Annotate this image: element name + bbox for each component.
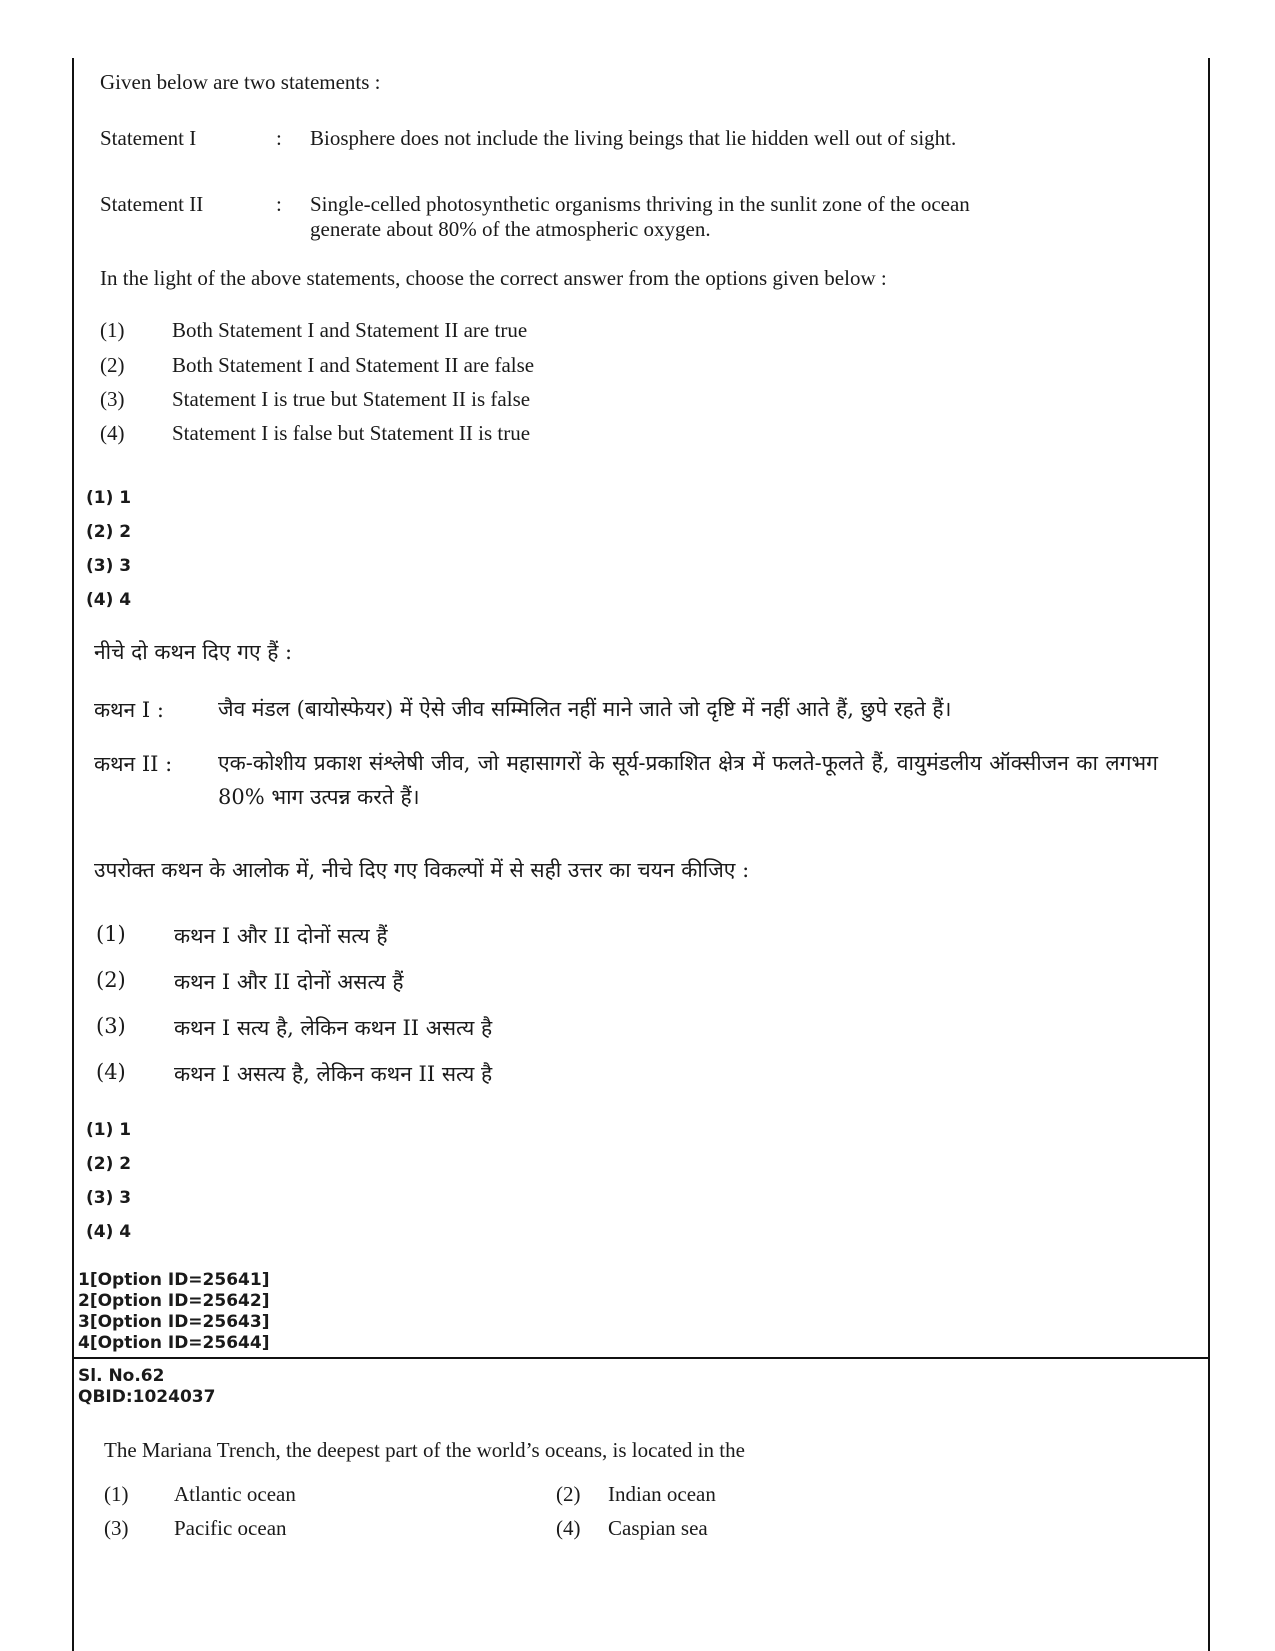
next-question-text: The Mariana Trench, the deepest part of the world’s oceans, is located in the bbox=[104, 1438, 745, 1462]
option-number: (2) bbox=[556, 1482, 581, 1506]
option-id: 2[Option ID=25642] bbox=[78, 1291, 270, 1311]
option-number: (3) bbox=[104, 1516, 129, 1540]
question-divider bbox=[72, 1357, 1210, 1359]
answer-choice[interactable]: (3) 3 bbox=[86, 1188, 132, 1208]
option-text: Indian ocean bbox=[608, 1482, 716, 1506]
option-text: Pacific ocean bbox=[174, 1516, 287, 1540]
hindi-option-text: कथन I असत्य है, लेकिन कथन II सत्य है bbox=[174, 1062, 493, 1086]
option-number: (4) bbox=[100, 421, 125, 445]
hindi-statement-1-label: कथन I : bbox=[94, 698, 164, 722]
option-id: 4[Option ID=25644] bbox=[78, 1333, 270, 1353]
hindi-option-number: (4) bbox=[96, 1060, 126, 1084]
hindi-option-text: कथन I सत्य है, लेकिन कथन II असत्य है bbox=[174, 1016, 493, 1040]
hindi-statement-2-label: कथन II : bbox=[94, 752, 173, 776]
option-id: 3[Option ID=25643] bbox=[78, 1312, 270, 1332]
option-text: Statement I is false but Statement II is true bbox=[172, 421, 531, 445]
answer-choice[interactable]: (4) 4 bbox=[86, 590, 132, 610]
statement-1-text: Biosphere does not include the living beings that lie hidden well out of sight. bbox=[310, 126, 957, 150]
hindi-option-text: कथन I और II दोनों असत्य हैं bbox=[174, 970, 404, 994]
statement-2-text: Single-celled photosynthetic organisms thriving in the sunlit zone of the ocean generate about 80% of the atmospheric oxygen. bbox=[310, 192, 970, 241]
statement-1-colon: : bbox=[276, 126, 282, 150]
serial-number: Sl. No.62 bbox=[78, 1366, 165, 1386]
hindi-question-intro: नीचे दो कथन दिए गए हैं : bbox=[94, 640, 293, 664]
hindi-option-text: कथन I और II दोनों सत्य हैं bbox=[174, 924, 388, 948]
answer-choice[interactable]: (2) 2 bbox=[86, 522, 132, 542]
hindi-option-number: (2) bbox=[96, 968, 126, 992]
hindi-option-number: (1) bbox=[96, 922, 126, 946]
hindi-statement-2-text: एक-कोशीय प्रकाश संश्लेषी जीव, जो महासागरों के सूर्य-प्रकाशित क्षेत्र में फलते-फूलते हैं, वायुमंडलीय ऑक्सीजन का लगभग 80% भाग उत्पन्न करते हैं। bbox=[218, 751, 1158, 809]
option-text: Both Statement I and Statement II are true bbox=[172, 318, 528, 342]
option-number: (2) bbox=[100, 353, 125, 377]
statement-2-colon: : bbox=[276, 192, 282, 216]
answer-choice[interactable]: (1) 1 bbox=[86, 1120, 132, 1140]
question-intro: Given below are two statements : bbox=[100, 70, 381, 94]
statement-2-label: Statement II bbox=[100, 192, 204, 216]
hindi-statement-1-text: जैव मंडल (बायोस्फेयर) में ऐसे जीव सम्मिलित नहीं माने जाते जो दृष्टि में नहीं आते हैं, छुपे रहते हैं। bbox=[218, 697, 952, 721]
option-number: (4) bbox=[556, 1516, 581, 1540]
qbid: QBID:1024037 bbox=[78, 1387, 216, 1407]
hindi-option-number: (3) bbox=[96, 1014, 126, 1038]
option-text: Atlantic ocean bbox=[174, 1482, 296, 1506]
left-border bbox=[72, 58, 74, 1651]
right-border bbox=[1208, 58, 1210, 1651]
option-number: (1) bbox=[100, 318, 125, 342]
option-text: Statement I is true but Statement II is false bbox=[172, 387, 531, 411]
answer-choice[interactable]: (4) 4 bbox=[86, 1222, 132, 1242]
question-prompt: In the light of the above statements, choose the correct answer from the options given below : bbox=[100, 266, 887, 290]
option-text: Both Statement I and Statement II are false bbox=[172, 353, 535, 377]
answer-choice[interactable]: (1) 1 bbox=[86, 488, 132, 508]
option-id: 1[Option ID=25641] bbox=[78, 1270, 270, 1290]
answer-choice[interactable]: (3) 3 bbox=[86, 556, 132, 576]
statement-1-label: Statement I bbox=[100, 126, 197, 150]
answer-choice[interactable]: (2) 2 bbox=[86, 1154, 132, 1174]
option-number: (3) bbox=[100, 387, 125, 411]
option-number: (1) bbox=[104, 1482, 129, 1506]
option-text: Caspian sea bbox=[608, 1516, 708, 1540]
hindi-question-prompt: उपरोक्त कथन के आलोक में, नीचे दिए गए विकल्पों में से सही उत्तर का चयन कीजिए : bbox=[94, 858, 750, 882]
